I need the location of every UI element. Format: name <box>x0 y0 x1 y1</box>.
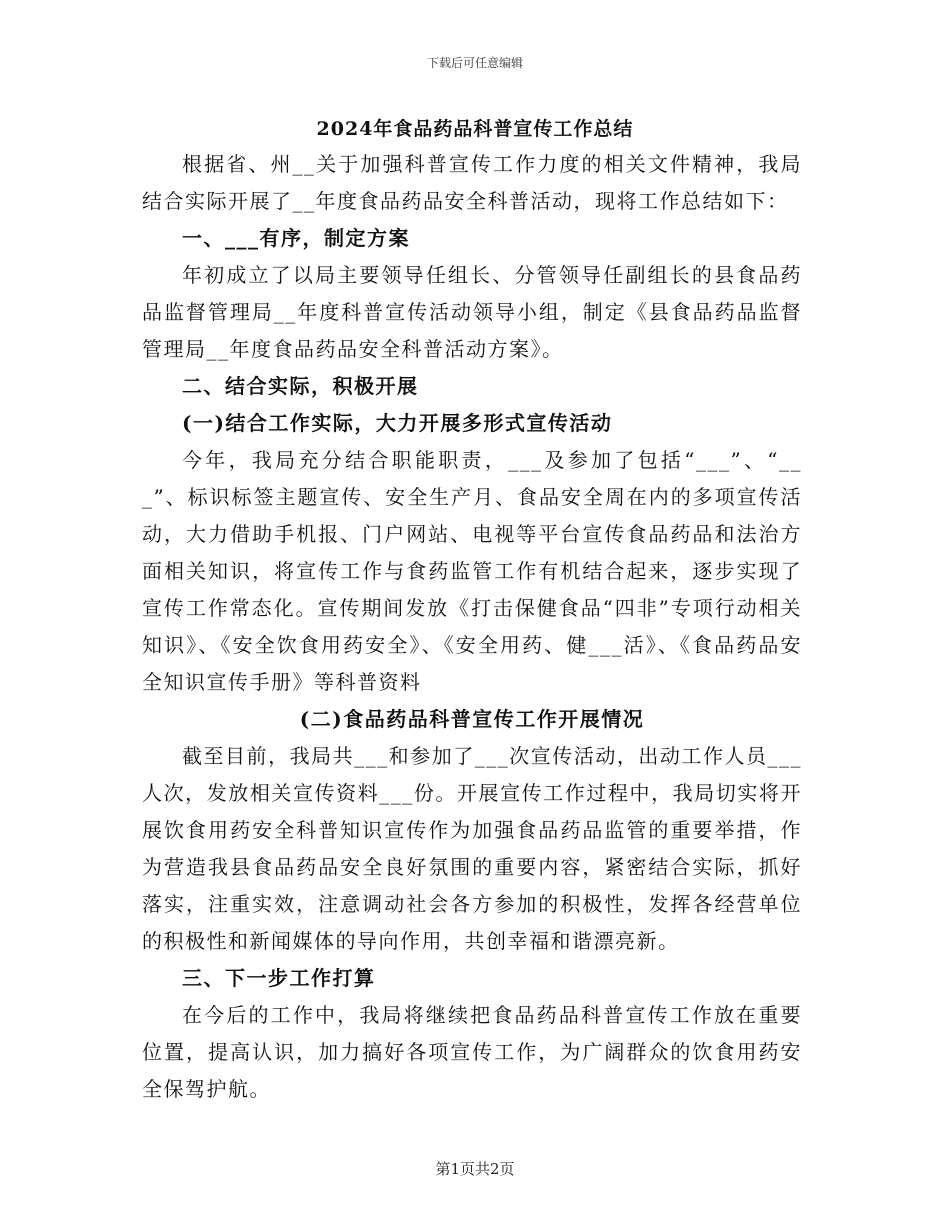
subsection-2-2-paragraph: 截至目前，我局共___和参加了___次宣传活动，出动工作人员___人次，发放相关宣传资料___份。开展宣传工作过程中，我局切实将开展饮食用药安全科普知识宣传作为加强食品药品监管的重要举措，作为营造我县食品药品安全良好氛围的重要内容，紧密结合实际，抓好落实，注重实效，注意调动社会各方参加的积极性，发挥各经营单位的积极性和新闻媒体的导向作用，共创幸福和谐漂亮新。 <box>142 744 802 953</box>
section-heading-3: 三、下一步工作打算 <box>182 966 376 990</box>
section-3-paragraph: 在今后的工作中，我局将继续把食品药品科普宣传工作放在重要位置，提高认识，加力搞好各项宣传工作，为广阔群众的饮食用药安全保驾护航。 <box>142 1003 802 1101</box>
header-note: 下载后可任意编辑 <box>426 56 523 70</box>
subsection-2-1-paragraph: 今年，我局充分结合职能职责，___及参加了包括“___”、“___”、标识标签主题宣传、安全生产月、食品安全周在内的多项宣传活动，大力借助手机报、门户网站、电视等平台宣传食品药品和法治方面相关知识，将宣传工作与食药监管工作有机结合起来，逐步实现了宣传工作常态化。宣传期间发放《打击保健食品“四非”专项行动相关知识》、《安全饮食用药安全》、《安全用药、健___活》、《食品药品安全知识宣传手册》等科普资料 <box>142 448 802 694</box>
section-1-paragraph: 年初成立了以局主要领导任组长、分管领导任副组长的县食品药品监督管理局__年度科普宣传活动领导小组，制定《县食品药品监督管理局__年度食品药品安全科普活动方案》。 <box>142 263 802 361</box>
page-footer: 第1页共2页 <box>435 1160 515 1178</box>
subsection-heading-2-2: (二)食品药品科普宣传工作开展情况 <box>299 707 645 731</box>
section-heading-1: 一、___有序，制定方案 <box>182 226 410 250</box>
intro-paragraph: 根据省、州__关于加强科普宣传工作力度的相关文件精神，我局结合实际开展了__年度食品药品安全科普活动，现将工作总结如下： <box>142 152 802 213</box>
document-body <box>142 146 802 1108</box>
subsection-heading-2-1: (一)结合工作实际，大力开展多形式宣传活动 <box>182 411 613 435</box>
document-title: 2024年食品药品科普宣传工作总结 <box>316 118 634 140</box>
section-heading-2: 二、结合实际，积极开展 <box>182 374 419 398</box>
